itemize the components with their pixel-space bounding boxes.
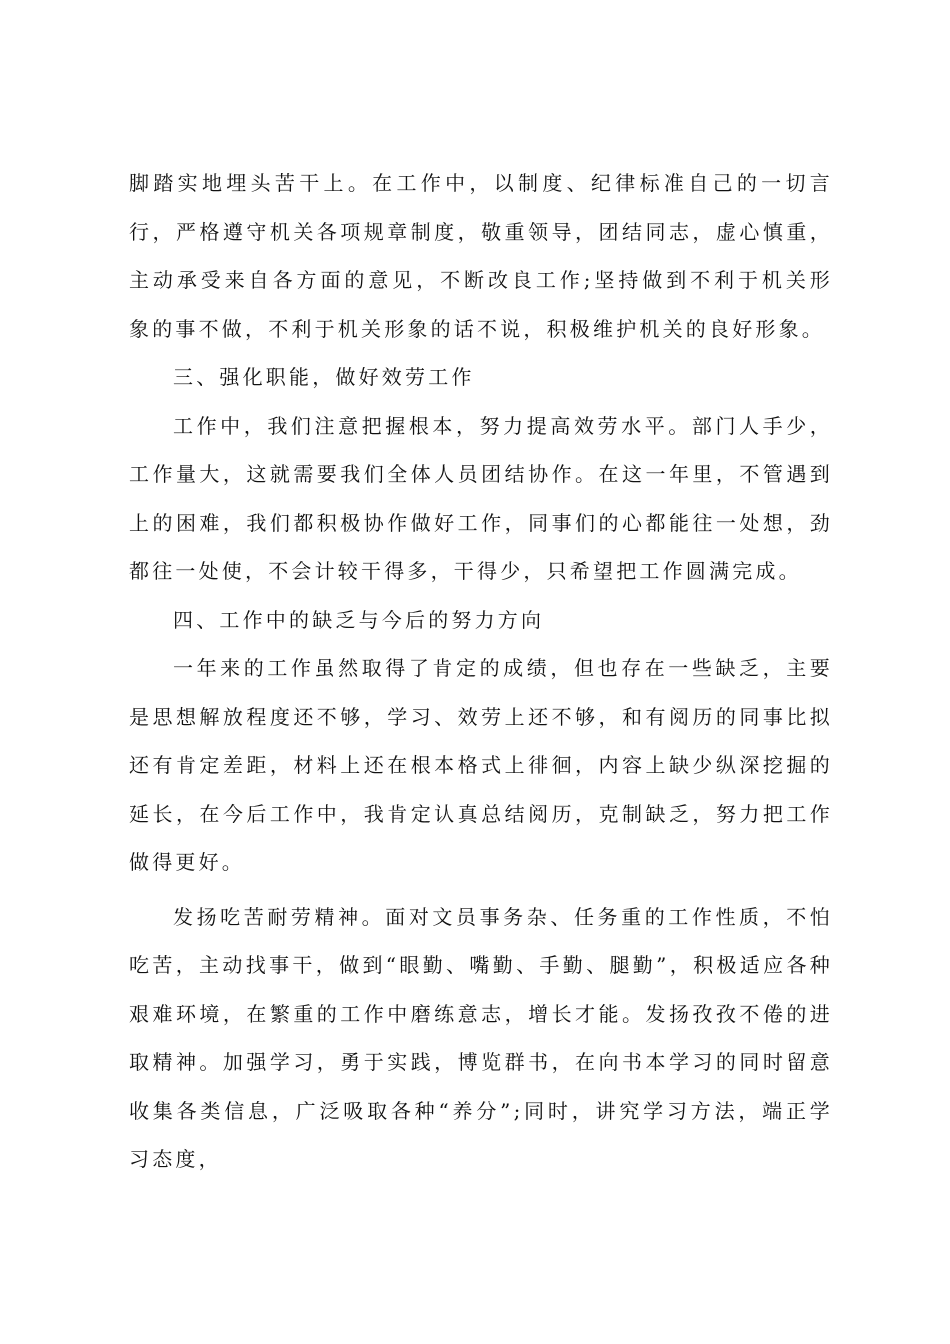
- paragraph-3: 一年来的工作虽然取得了肯定的成绩，但也存在一些缺乏，主要是思想解放程度还不够，学习、效劳上还不够，和有阅历的同事比拟还有肯定差距，材料上还在根本格式上徘徊，内容上缺少纵深挖掘的延长，在今后工作中，我肯定认真总结阅历，克制缺乏，努力把工作做得更好。: [129, 656, 833, 874]
- paragraph-4: 发扬吃苦耐劳精神。面对文员事务杂、任务重的工作性质，不怕吃苦，主动找事干，做到“眼勤、嘴勤、手勤、腿勤”，积极适应各种艰难环境，在繁重的工作中磨练意志，增长才能。发扬孜孜不倦的进取精神。加强学习，勇于实践，博览群书，在向书本学习的同时留意收集各类信息，广泛吸取各种“养分”;同时，讲究学习方法，端正学习态度，: [129, 904, 833, 1171]
- paragraph-1: 脚踏实地埋头苦干上。在工作中，以制度、纪律标准自己的一切言行，严格遵守机关各项规章制度，敬重领导，团结同志，虚心慎重，主动承受来自各方面的意见，不断改良工作;坚持做到不利于机关形象的事不做，不利于机关形象的话不说，积极维护机关的良好形象。: [129, 171, 833, 341]
- document-body: [129, 159, 833, 1184]
- section-heading-4: 四、工作中的缺乏与今后的努力方向: [173, 607, 545, 632]
- paragraph-2: 工作中，我们注意把握根本，努力提高效劳水平。部门人手少，工作量大，这就需要我们全体人员团结协作。在这一年里，不管遇到上的困难，我们都积极协作做好工作，同事们的心都能往一处想，劲都往一处使，不会计较干得多，干得少，只希望把工作圆满完成。: [129, 413, 833, 583]
- section-heading-3: 三、强化职能，做好效劳工作: [173, 365, 475, 389]
